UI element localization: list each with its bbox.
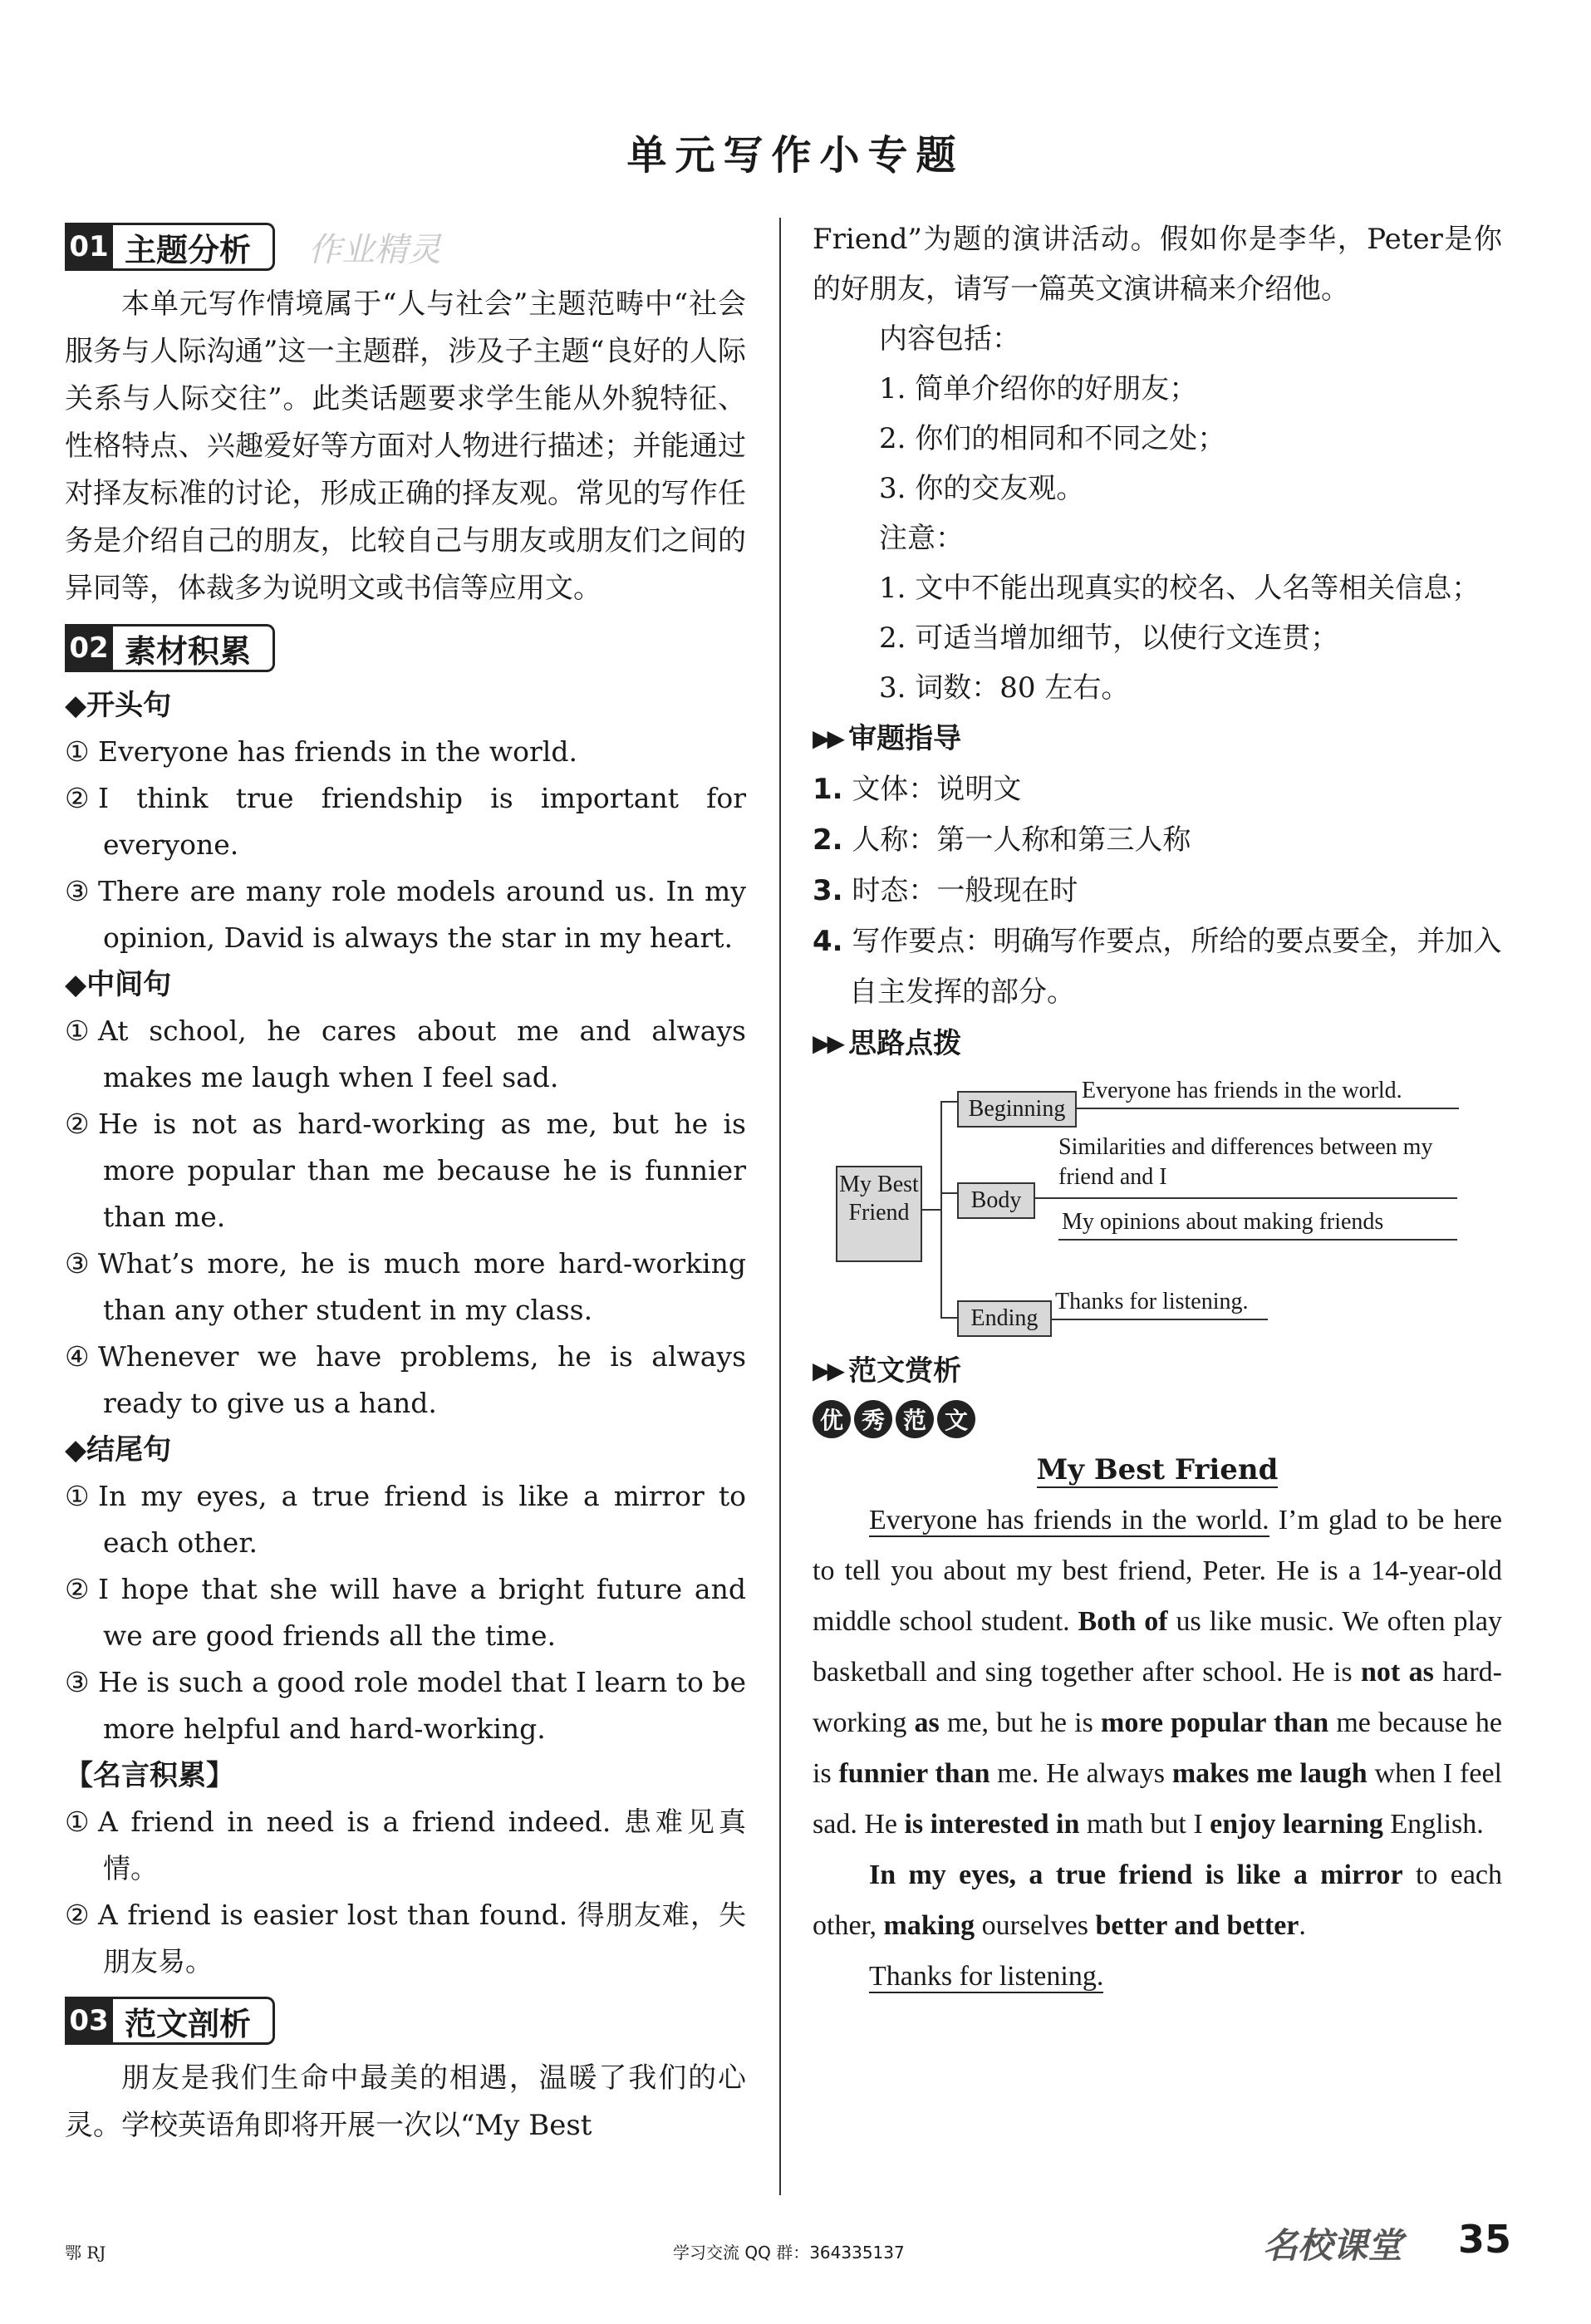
list-item: ① Everyone has friends in the world. (65, 735, 577, 768)
section-number: 02 (65, 624, 113, 672)
section-title: 主题分析 (113, 223, 275, 271)
left-column (65, 214, 746, 2150)
badge-char: 范 (896, 1400, 934, 1438)
list-item: ③ There are many role models around us. In my opinion, David is always the star in my heart. (65, 875, 746, 954)
column-divider (779, 218, 781, 2195)
quotes-heading: 【名言积累】 (65, 1759, 234, 1792)
footer-qq-group: 学习交流 QQ 群：364335137 (673, 2243, 905, 2263)
section-title: 素材积累 (113, 624, 275, 672)
notice-item: 1. 文中不能出现真实的校名、人名等相关信息； (879, 572, 1481, 605)
section-header-02 (65, 624, 746, 672)
excellent-sample-badge (813, 1400, 1502, 1438)
right-column (813, 214, 1502, 2002)
footer-edition: 鄂 RJ (65, 2243, 106, 2263)
double-arrow-icon: ▶▶ (813, 1029, 842, 1057)
section-header-03 (65, 1997, 746, 2045)
section-number: 01 (65, 223, 113, 271)
list-item: ④ Whenever we have problems, he is always ready to give us a hand. (65, 1340, 746, 1419)
guide-item: 4. 写作要点：明确写作要点，所给的要点要全，并加入自主发挥的部分。 (813, 925, 1502, 1009)
connector-line (940, 1101, 942, 1319)
list-item: ② I hope that she will have a bright future and we are good friends all the time. (65, 1573, 746, 1652)
opening-sentences-heading: ◆开头句 (65, 689, 172, 722)
essay-paragraph-1: Everyone has friends in the world. I’m glad to be here to tell you about my best friend, Peter. He is a 14-year-old middle school student. Both of us like music. We often play basketball and sing together after school. He is not as hard-working as me, but he is more popular than me because he is funnier than me. He always makes me laugh when I feel sad. He is interested in math but I enjoy learning English. (813, 1505, 1502, 1840)
connector-line (1058, 1197, 1457, 1199)
mindmap-center: My Best Friend (836, 1166, 922, 1262)
idea-guide-heading: ▶▶ 思路点拨 (813, 1018, 1502, 1069)
list-item: ① At school, he cares about me and always makes me laugh when I feel sad. (65, 1015, 746, 1093)
guide-item: 1. 文体：说明文 (813, 773, 1022, 806)
list-item: ③ He is such a good role model that I learn to be more helpful and hard-working. (65, 1666, 746, 1745)
connector-line (1077, 1108, 1459, 1109)
double-arrow-icon: ▶▶ (813, 1357, 842, 1384)
mindmap-body-text: Similarities and differences between my friend and I (1058, 1134, 1433, 1190)
review-guide-heading: ▶▶ 审题指导 (813, 713, 1502, 764)
section-header-01 (65, 223, 746, 271)
mindmap-diagram (813, 1074, 1502, 1331)
publisher-logo: 名校课堂 (1263, 2225, 1403, 2266)
content-item: 1. 简单介绍你的好朋友； (879, 372, 1198, 405)
mindmap-body-text: My opinions about making friends (1062, 1209, 1384, 1235)
middle-sentences-heading: ◆中间句 (65, 968, 172, 1001)
sample-heading: ▶▶ 范文赏析 (813, 1345, 1502, 1397)
section-title: 范文剖析 (113, 1997, 275, 2045)
content-item: 3. 你的交友观。 (879, 472, 1085, 505)
mindmap-beginning: Beginning (957, 1091, 1077, 1128)
mindmap-beginning-text: Everyone has friends in the world. (1082, 1078, 1402, 1103)
connector-line (1058, 1239, 1457, 1241)
connector-line (940, 1192, 957, 1194)
notice-item: 2. 可适当增加细节，以使行文连贯； (879, 622, 1339, 655)
page-number: 35 (1458, 2217, 1512, 2262)
guide-item: 3. 时态：一般现在时 (813, 874, 1078, 907)
list-item: ② He is not as hard-working as me, but he is more popular than me because he is funnier than me. (65, 1108, 746, 1233)
page-title: 单元写作小专题 (626, 132, 965, 179)
connector-line (940, 1101, 957, 1103)
theme-analysis-text: 本单元写作情境属于“人与社会”主题范畴中“社会服务与人际沟通”这一主题群，涉及子主题“良好的人际关系与人际交往”。此类话题要求学生能从外貌特征、性格特点、兴趣爱好等方面对人物进行描述；并能通过对择友标准的讨论，形成正确的择友观。常见的写作任务是介绍自己的朋友，比较自己与朋友或朋友们之间的异同等，体裁多为说明文或书信等应用文。 (65, 287, 746, 605)
connector-line (940, 1317, 957, 1319)
watermark-text: 作业精灵 (308, 230, 442, 269)
essay-title: My Best Friend (1036, 1453, 1279, 1486)
sample-analysis-text: 朋友是我们生命中最美的相遇，温暖了我们的心灵。学校英语角即将开展一次以“My Best (65, 2061, 746, 2142)
badge-char: 文 (937, 1400, 975, 1438)
guide-item: 2. 人称：第一人称和第三人称 (813, 823, 1191, 857)
mindmap-ending-text: Thanks for listening. (1055, 1289, 1249, 1314)
connector-line (1035, 1197, 1060, 1199)
list-item: ① In my eyes, a true friend is like a mirror to each other. (65, 1480, 746, 1559)
ending-sentences-heading: ◆结尾句 (65, 1433, 172, 1467)
section-number: 03 (65, 1997, 113, 2045)
list-item: ① A friend in need is a friend indeed. 患难见真情。 (65, 1806, 746, 1884)
notice-item: 3. 词数：80 左右。 (879, 671, 1130, 705)
content-item: 2. 你们的相同和不同之处； (879, 422, 1226, 455)
double-arrow-icon: ▶▶ (813, 725, 842, 752)
connector-line (921, 1209, 940, 1211)
content-heading: 内容包括： (879, 322, 1020, 356)
essay-paragraph-3: Thanks for listening. (869, 1961, 1104, 1992)
list-item: ② I think true friendship is important for everyone. (65, 782, 746, 861)
badge-char: 秀 (854, 1400, 892, 1438)
essay-paragraph-2: In my eyes, a true friend is like a mirror to each other, making ourselves better and better. (813, 1860, 1503, 1941)
badge-char: 优 (813, 1400, 851, 1438)
mindmap-body: Body (957, 1182, 1035, 1219)
list-item: ③ What’s more, he is much more hard-working than any other student in my class. (65, 1247, 746, 1326)
connector-line (1052, 1319, 1268, 1320)
mindmap-ending: Ending (957, 1300, 1052, 1337)
list-item: ② A friend is easier lost than found. 得朋友难，失朋友易。 (65, 1899, 746, 1978)
task-description: Friend”为题的演讲活动。假如你是李华，Peter是你的好朋友，请写一篇英文演讲稿来介绍他。 (813, 223, 1502, 306)
notice-heading: 注意： (879, 522, 964, 555)
